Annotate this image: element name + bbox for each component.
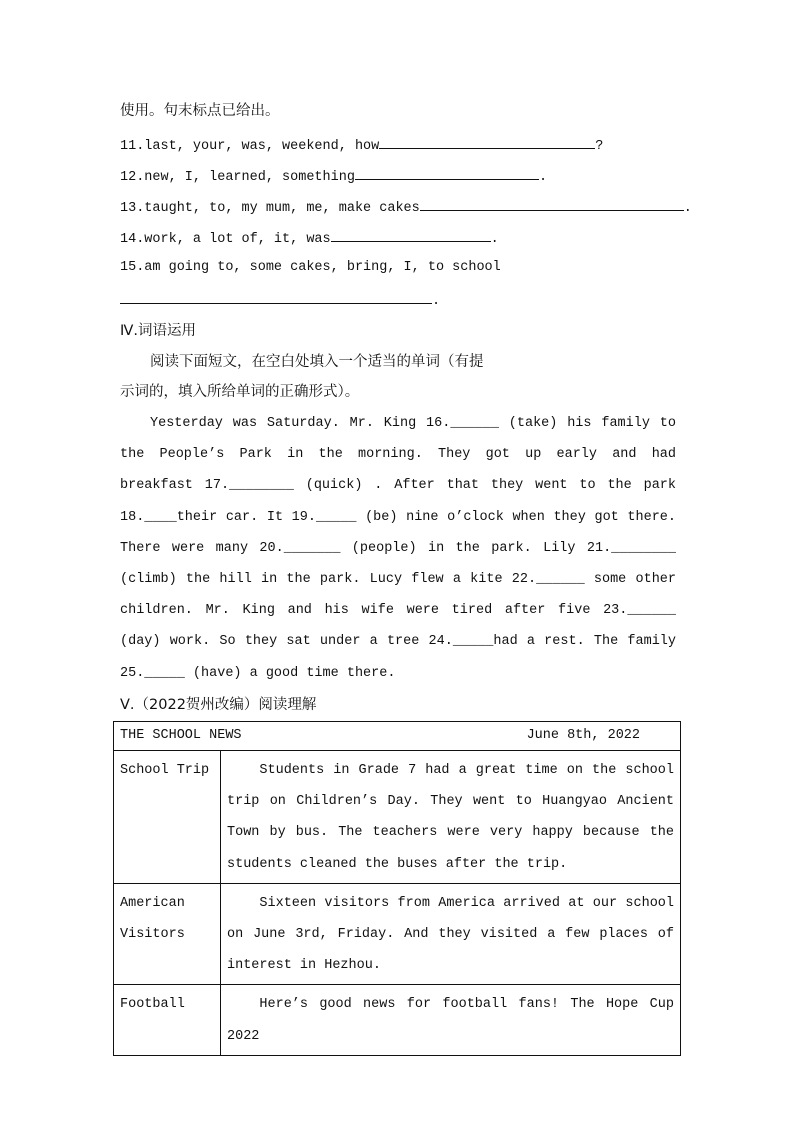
news-date: June 8th, 2022 (526, 728, 640, 743)
table-header-row (114, 722, 681, 751)
sentence-14 (120, 227, 499, 250)
sentence-end-mark: . (490, 232, 499, 247)
section-4-instruction-line-1: 阅读下面短文，在空白处填入一个适当的单词（有提 (150, 354, 484, 370)
sentence-words: 14.work, a lot of, it, was (120, 232, 331, 247)
table-row (114, 751, 681, 884)
section-4-instruction-line-2: 示词的，填入所给单词的正确形式）。 (120, 384, 360, 400)
sentence-11 (120, 134, 603, 157)
row-topic: School Trip (114, 751, 221, 884)
answer-blank (420, 196, 684, 211)
answer-blank (379, 134, 595, 149)
row-body: Here’s good news for football fans! The Hope Cup 2022 (221, 985, 681, 1055)
sentence-words: 12.new, I, learned, something (120, 170, 355, 185)
sentence-15: 15.am going to, some cakes, bring, I, to school (120, 260, 501, 275)
row-topic: Football (114, 985, 221, 1055)
table-header-cell (114, 722, 681, 751)
sentence-end-mark: . (432, 294, 441, 309)
row-body: Sixteen visitors from America arrived at our school on June 3rd, Friday. And they visited a few places of interest in Hezhou. (221, 883, 681, 985)
section-5-heading: Ⅴ.（2022贺州改编）阅读理解 (120, 697, 317, 713)
sentence-words: 11.last, your, was, weekend, how (120, 139, 380, 154)
answer-blank (355, 165, 539, 180)
sentence-13 (120, 196, 692, 219)
sentence-end-mark: . (538, 170, 548, 185)
sentence-12 (120, 165, 547, 188)
row-body: Students in Grade 7 had a great time on the school trip on Children’s Day. They went to Huangyao Ancient Town by bus. The teachers were very happy because the students cleaned the buses after the trip. (221, 751, 681, 884)
table-row (114, 985, 681, 1055)
table-row (114, 883, 681, 985)
sentence-end-mark: . (683, 201, 692, 216)
news-title: THE SCHOOL NEWS (120, 728, 242, 743)
instruction-tail: 使用。句末标点已给出。 (120, 103, 280, 119)
sentence-words: 13.taught, to, my mum, me, make cakes (120, 201, 420, 216)
section-4-heading: Ⅳ.词语运用 (120, 323, 196, 339)
sentence-15-answer-line (120, 289, 440, 312)
school-news-table (113, 721, 681, 1056)
answer-blank (331, 227, 491, 242)
sentence-end-mark: ? (595, 139, 604, 154)
answer-blank (120, 289, 432, 304)
cloze-passage: Yesterday was Saturday. Mr. King 16.______ (take) his family to the People’s Park in the morning. They got up early and had breakfast 17.________ (quick) . After that they went to the park 18.____their car. It 19._____ (be) nine o’clock when they got there. There were many 20._______ (people) in the park. Lily 21.________ (climb) the hill in the park. Lucy flew a kite 22.______ some other children. Mr. King and his wife were tired after five 23.______ (day) work. So they sat under a tree 24._____had a rest. The family 25._____ (have) a good time there. (120, 416, 676, 681)
row-topic: American Visitors (114, 883, 221, 985)
